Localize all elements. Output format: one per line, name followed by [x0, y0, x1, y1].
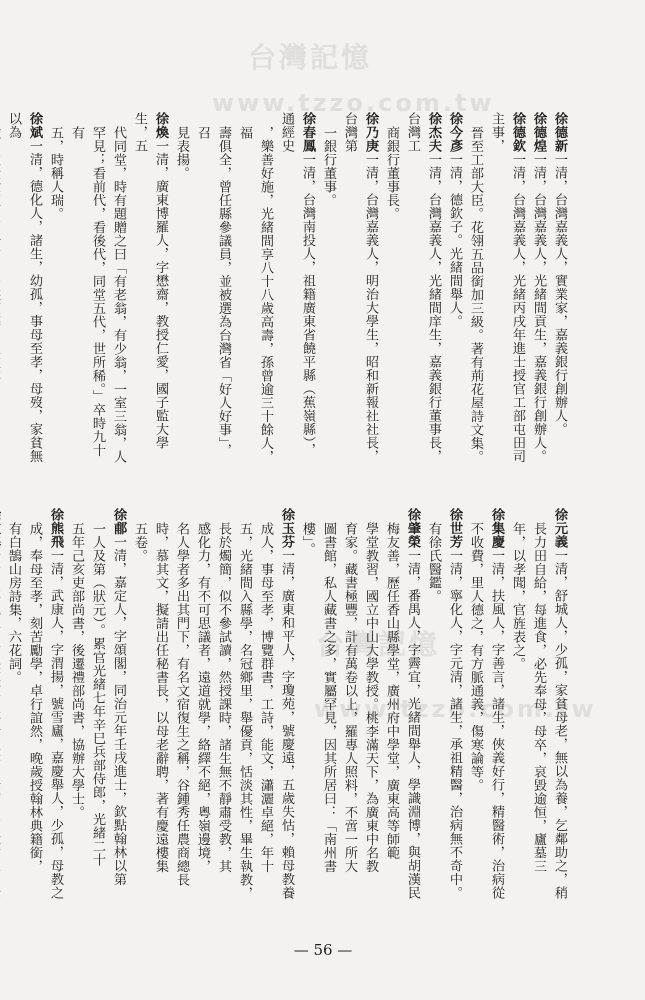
entry-text: 成，奉母至孝，刻苦勵學，卓行誼然，晚歲授翰林典籍銜，	[27, 521, 42, 873]
entry-text: 一人及第（狀元）。累官光緒七年辛巳兵部侍郎，光緒二十	[90, 521, 105, 867]
entry-name: 徐乃庚	[363, 112, 378, 153]
biography-entry	[549, 112, 570, 467]
biography-entry	[486, 508, 507, 923]
entry-text: 一清，舒城人，少孤，家貧母老，無以為養，乞鄰助之，稍	[552, 548, 567, 900]
entry-continuation-line	[129, 508, 150, 923]
entry-continuation-line	[24, 508, 45, 923]
upper-text-block	[6, 112, 570, 467]
entry-text: 學堂教習，國立中山大學教授。桃李滿天下，為廣東中名教	[363, 521, 378, 873]
entry-continuation-line	[150, 508, 171, 923]
entry-continuation-line	[192, 112, 234, 467]
entry-continuation-line	[528, 508, 549, 923]
entry-text: 一清，廣東和平人，字瓊苑，號慶遠，五歲失怙，賴母教養	[279, 548, 294, 900]
entry-text: 樓」。	[300, 521, 315, 556]
entry-continuation-line	[192, 508, 213, 923]
entry-continuation-line	[66, 112, 108, 467]
entry-continuation-line	[297, 508, 318, 923]
entry-continuation-line	[465, 112, 486, 467]
entry-continuation-line	[360, 508, 381, 923]
biography-entry	[444, 508, 465, 923]
entry-name: 徐元義	[552, 508, 567, 549]
entry-text: 見表揚。	[174, 125, 189, 180]
entry-text: 一清，台灣南投人，祖籍廣東省饒平縣（蕉嶺縣），通經史	[279, 112, 315, 457]
watermark-chinese-bottom: 台灣記憶	[316, 628, 441, 661]
entry-continuation-line	[318, 112, 339, 467]
entry-continuation-line	[3, 508, 24, 923]
entry-text: 一清，台灣嘉義人，光緒間貢生，嘉義銀行創辦人。	[531, 152, 546, 463]
entry-continuation-line	[507, 508, 528, 923]
entry-text: 一清，台灣嘉義人，光緒間庠生，嘉義銀行董事長，台灣工	[405, 112, 441, 463]
entry-continuation-line	[171, 508, 192, 923]
entry-text: 壽俱全，曾任縣參議員，並被選為台灣省「好人好事」，召	[195, 125, 231, 457]
entry-text: 一清，廣東博羅人，字懋齋，教授仁愛，國子監大學生，五	[132, 112, 168, 450]
entry-continuation-line	[381, 508, 402, 923]
entry-name: 徐德煌	[531, 112, 546, 153]
entry-text: 五年己亥吏部尚書，後遷禮部尚書，協辦大學士。	[69, 521, 84, 819]
entry-text: 圖書館，私人藏書之多，實屬罕見，因其所居曰：「南州書	[321, 521, 336, 873]
entry-name: 徐世芳	[447, 508, 462, 549]
entry-text: 一清，德化人，諸生，幼孤，事母至孝，母歿，家貧無以為	[6, 112, 42, 463]
entry-continuation-line	[171, 112, 192, 467]
entry-continuation-line	[423, 508, 444, 923]
entry-name: 徐肇榮	[405, 508, 420, 549]
entry-continuation-line	[45, 112, 66, 467]
entry-continuation-line	[87, 508, 108, 923]
entry-name: 徐德新	[552, 112, 567, 153]
watermark-chinese-top: 台灣記憶	[248, 41, 373, 74]
entry-text: 罕見；看前代，看後代，同堂五代，世所稀。」卒時九十有	[69, 125, 105, 457]
entry-text: 代同堂，時有題贈之曰「有老翁，有少翁，一室三翁，人	[111, 125, 126, 464]
entry-continuation-line	[66, 508, 87, 923]
entry-text: 一清，寧化人，字元清，諸生，承祖精醫，治病無不奇中。	[447, 548, 462, 900]
entry-name: 徐杰夫	[426, 112, 441, 153]
biography-entry	[108, 508, 129, 923]
entry-continuation-line	[381, 112, 402, 467]
entry-text: 一清，嘉定人，字頌閣，同治元年壬戌進士，欽點翰林以第	[111, 535, 126, 886]
entry-continuation-line	[108, 112, 129, 467]
biography-entry	[549, 508, 570, 923]
entry-text: 長力田自給，每進食，必先奉母，母卒，哀毀逾恒，廬墓三	[531, 521, 546, 873]
biography-entry	[486, 112, 528, 467]
entry-name: 徐郙	[111, 508, 126, 535]
entry-continuation-line	[234, 508, 255, 923]
entry-text: 一清，德欽子。光緒間舉人。	[447, 152, 462, 328]
entry-text: 有白鵠山房詩集，六花詞。	[6, 521, 21, 684]
entry-text: 年，以孝聞，官旌表之。	[510, 521, 525, 671]
biography-entry	[3, 112, 45, 467]
entry-text: 有徐氏醫鑑。	[426, 521, 441, 603]
biography-entry	[528, 112, 549, 467]
biography-entry	[276, 112, 318, 467]
entry-text: 一清，台灣嘉義人，明治大學生，昭和新報社社長，台灣第	[342, 112, 378, 463]
entry-text: ，樂善好施，光緒間享八十八歲高壽，孫曾逾三十餘人，福	[237, 125, 273, 464]
entry-text: 名人學者多出其門下，有名文宿復生之稱，谷鍾秀任農商總長	[174, 521, 189, 887]
biography-entry	[276, 508, 297, 923]
entry-name: 徐德欽	[510, 112, 525, 153]
watermark-domain-top: www.tzzo.com.tw	[212, 89, 495, 117]
entry-text: 感化力，有不可思議者，遠道就學，絡繹不絕，粵嶺邊境，	[195, 521, 210, 873]
entry-continuation-line	[465, 508, 486, 923]
entry-continuation-line	[0, 112, 3, 467]
entry-name: 徐熊飛	[48, 508, 63, 549]
entry-name: 徐煥	[153, 112, 168, 139]
lower-text-block	[6, 508, 570, 923]
page-number: — 56 —	[293, 941, 353, 959]
entry-text: 成人，事母至孝，博覽群書，工詩，能文，瀟灑卓絕，年十	[258, 521, 273, 873]
biography-entry	[129, 112, 171, 467]
entry-text: 一清，扶風人，字善言，諸生，俠義好行，精醫術，治病從	[489, 548, 504, 900]
entry-continuation-line	[213, 508, 234, 923]
entry-text: 時，慕其文，擬請出任秘書長，以母老辭聘，著有慶遠樓集	[153, 521, 168, 873]
entry-text: 一清，番禺人，字霽宜，光緒間舉人，學識淵博，與胡漢民	[405, 548, 420, 900]
entry-text: 五，光緒間入縣學，名冠鄉里，舉優貢，恬淡其性，畢生執教，	[237, 521, 252, 900]
entry-name: 徐玉芬	[279, 508, 294, 549]
entry-text: 一清，武康人，字渭揚，號雪廬，嘉慶舉人，少孤，母教之	[48, 548, 63, 900]
entry-text: 梅友善，歷任香山縣學堂，廣州府中學堂，廣東高等師範	[384, 521, 399, 860]
entry-text: 商銀行董事長。	[384, 125, 399, 221]
entry-text: 長於燭簡，似不參試讀，然授課時，諸生無不靜肅受教，其	[216, 521, 231, 873]
entry-name: 徐春鳳	[300, 112, 315, 153]
entry-text: 晉至工部大臣。花翎五品銜加三級。著有荊花屋詩文集。	[468, 125, 483, 464]
watermark-domain-bottom: www.tzzo.com.tw	[314, 695, 597, 723]
entry-continuation-line	[234, 112, 276, 467]
entry-text: 五卷。	[132, 521, 147, 563]
biography-entry	[45, 508, 66, 923]
entry-text: 一清，台灣嘉義人，光緒丙戌年進士授官工部屯田司主事，	[489, 112, 525, 463]
entry-text: 育家。藏書極豐，計有萬卷以上，羅專人照料，不啻一所大	[342, 521, 357, 873]
entry-continuation-line	[318, 508, 339, 923]
entry-text: 一清，台灣嘉義人，實業家，嘉義銀行創辦人。	[552, 152, 567, 436]
entry-name: 徐斌	[27, 112, 42, 139]
biography-entry	[402, 112, 444, 467]
entry-name: 徐集慶	[489, 508, 504, 549]
entry-text: 五，時稱人瑞。	[48, 125, 63, 221]
biography-entry	[444, 112, 465, 467]
biography-entry	[402, 508, 423, 923]
entry-continuation-line	[339, 508, 360, 923]
entry-text: 一銀行董事。	[321, 125, 336, 207]
biography-entry	[0, 508, 3, 923]
entry-continuation-line	[255, 508, 276, 923]
biography-entry	[339, 112, 381, 467]
entry-name: 徐今彥	[447, 112, 462, 153]
entry-text: 不收費，里人德之，有方脈通義，傷寒論等。	[468, 521, 483, 792]
